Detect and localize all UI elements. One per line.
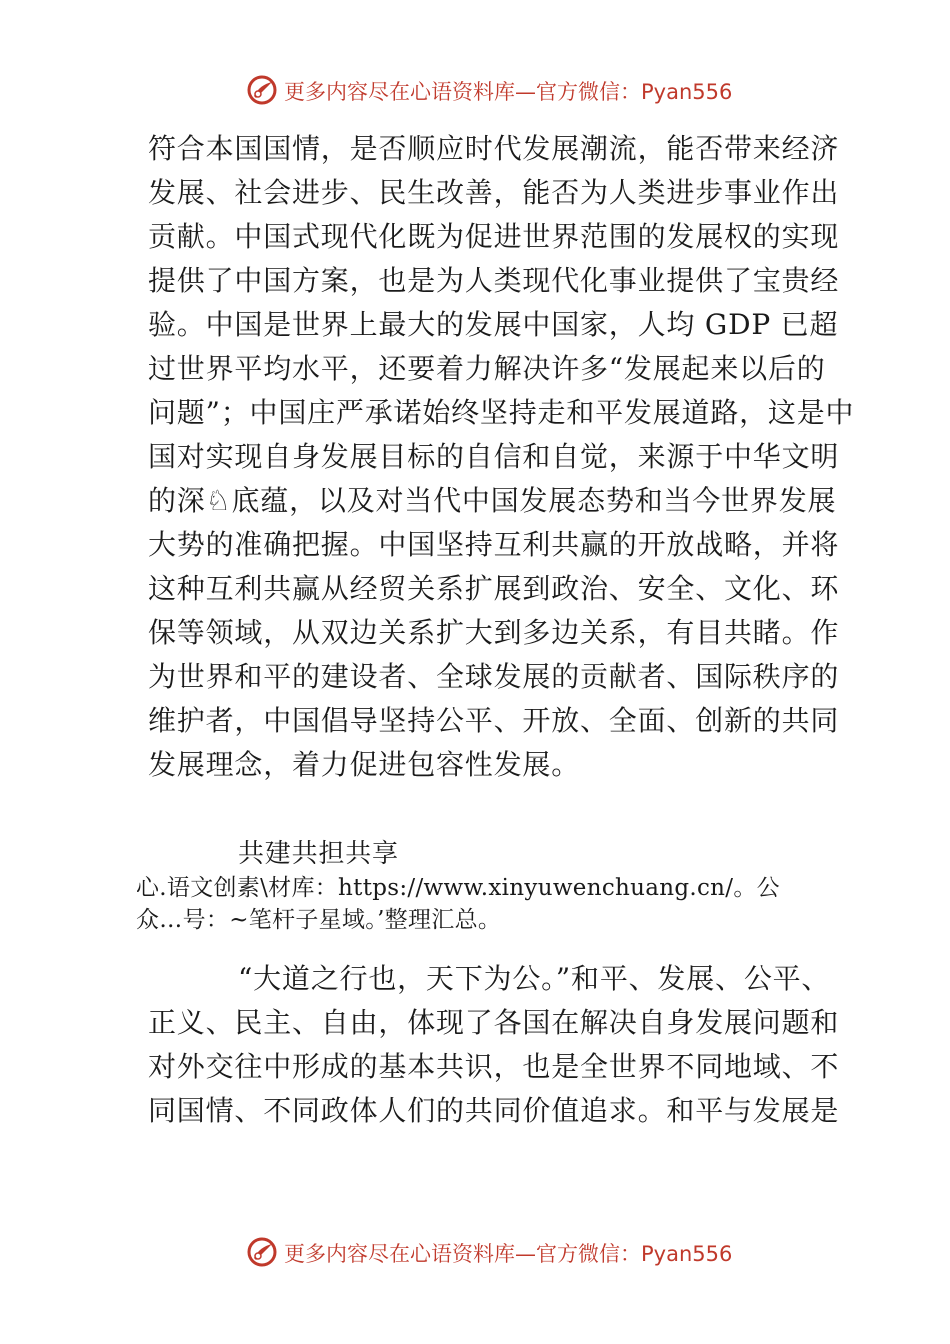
text-line: 发展、社会进步、民生改善，能否为人类进步事业作出 xyxy=(148,176,840,209)
header-banner xyxy=(0,70,950,114)
text-line: 符合本国国情，是否顺应时代发展潮流，能否带来经济 xyxy=(148,132,840,165)
text-line: 对外交往中形成的基本共识，也是全世界不同地域、不 xyxy=(148,1050,840,1083)
section-heading: 共建共担共享 xyxy=(238,839,399,869)
text-line: 为世界和平的建设者、全球发展的贡献者、国际秩序的 xyxy=(148,660,840,693)
text-line: 这种互利共赢从经贸关系扩展到政治、安全、文化、环 xyxy=(148,572,840,605)
text-line: “大道之行也，天下为公。”和平、发展、公平、 xyxy=(238,962,831,995)
footer-banner xyxy=(0,1232,950,1276)
text-line: 保等领域，从双边关系扩大到多边关系，有目共睹。作 xyxy=(148,616,840,649)
text-line: 大势的准确把握。中国坚持互利共赢的开放战略，并将 xyxy=(148,528,840,561)
text-line: 的深♘底蕴，以及对当代中国发展态势和当今世界发展 xyxy=(148,484,837,517)
text-line: 同国情、不同政体人们的共同价值追求。和平与发展是 xyxy=(148,1094,840,1127)
source-note-line: 众…号：~笔杆子星域。’整理汇总。 xyxy=(136,907,502,933)
banner-text: 更多内容尽在心语资料库—官方微信：Pyan556 xyxy=(284,80,733,104)
text-line: 贡献。中国式现代化既为促进世界范围的发展权的实现 xyxy=(148,220,840,253)
text-line: 验。中国是世界上最大的发展中国家，人均 GDP 已超 xyxy=(148,308,839,341)
banner-text: 更多内容尽在心语资料库—官方微信：Pyan556 xyxy=(284,1242,733,1266)
text-line: 提供了中国方案，也是为人类现代化事业提供了宝贵经 xyxy=(148,264,840,297)
text-line: 发展理念，着力促进包容性发展。 xyxy=(148,748,581,781)
source-note-line: 心.语文创素\材库：https://www.xinyuwenchuang.cn/。公 xyxy=(136,875,780,901)
text-line: 国对实现自身发展目标的自信和自觉，来源于中华文明 xyxy=(148,440,840,473)
brush-logo-icon xyxy=(246,74,278,106)
text-line: 维护者，中国倡导坚持公平、开放、全面、创新的共同 xyxy=(148,704,840,737)
brush-logo-icon xyxy=(246,1236,278,1268)
text-line: 正义、民主、自由，体现了各国在解决自身发展问题和 xyxy=(148,1006,840,1039)
text-line: 过世界平均水平，还要着力解决许多“发展起来以后的 xyxy=(148,352,826,385)
text-line: 问题”；中国庄严承诺始终坚持走和平发展道路，这是中 xyxy=(148,396,855,429)
